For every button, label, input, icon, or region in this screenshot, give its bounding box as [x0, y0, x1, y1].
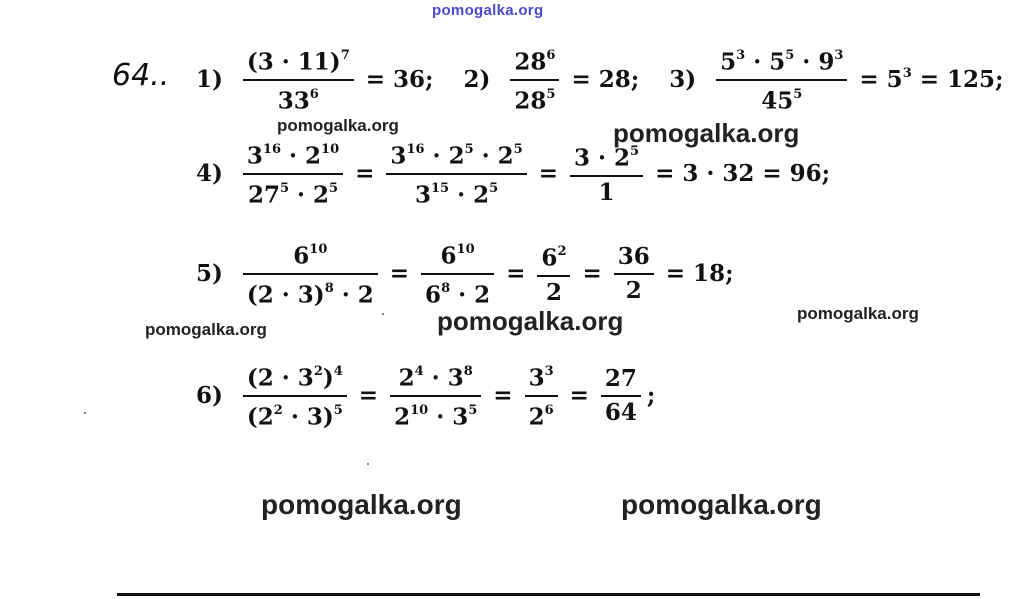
- watermark: pomogalka.org: [277, 116, 399, 135]
- item-2-fraction: $\frac{28^6}{28^5}$: [510, 44, 559, 115]
- item-2-result: = 28;: [571, 66, 640, 94]
- watermark: pomogalka.org: [437, 306, 624, 336]
- item-3-fraction: $\frac{5^3 \cdot 5^5 \cdot 9^3}{45^5}$: [716, 44, 847, 115]
- expression-row-4: 4) $\frac{3^{16} \cdot 2^{10}}{27^5 \cdot 2^5}$ = $\frac{3^{16} \cdot 2^5 \cdot 2^5}{3^{15} \cdot 2^5}$ = $\frac{3 \cdot 2^5}{1}$ = 3 · 32 = 96;: [196, 138, 836, 209]
- item-6-result: ;: [646, 382, 656, 410]
- item-6-fraction-1: $\frac{(2 \cdot 3^2)^4}{(2^2 \cdot 3)^5}$: [243, 360, 347, 431]
- item-5-fraction-2: $\frac{6^{10}}{6^8 \cdot 2}$: [421, 238, 494, 309]
- item-5-fraction-3: $\frac{6^2}{2}$: [537, 240, 570, 307]
- scan-speck: [367, 463, 369, 465]
- item-6-fraction-4: $\frac{27}{64}$: [601, 365, 641, 427]
- item-3-label: 3): [669, 66, 697, 94]
- scan-speck: [382, 313, 384, 315]
- item-4-fraction-1: $\frac{3^{16} \cdot 2^{10}}{27^5 \cdot 2^5}$: [243, 138, 343, 209]
- expression-row-6: 6) $\frac{(2 \cdot 3^2)^4}{(2^2 \cdot 3)^5}$ = $\frac{2^4 \cdot 3^8}{2^{10} \cdot 3^5}$ = $\frac{3^3}{2^6}$ = $\frac{27}{64}$ ;: [196, 360, 655, 431]
- item-4-fraction-3: $\frac{3 \cdot 2^5}{1}$: [570, 140, 643, 207]
- item-2-label: 2): [463, 66, 491, 94]
- watermark: pomogalka.org: [145, 320, 267, 339]
- watermark: pomogalka.org: [621, 489, 822, 520]
- item-4-fraction-2: $\frac{3^{16} \cdot 2^5 \cdot 2^5}{3^{15} \cdot 2^5}$: [386, 138, 526, 209]
- item-6-fraction-2: $\frac{2^4 \cdot 3^8}{2^{10} \cdot 3^5}$: [390, 360, 481, 431]
- watermark: pomogalka.org: [261, 489, 462, 520]
- item-5-label: 5): [196, 260, 223, 288]
- watermark: pomogalka.org: [613, 118, 800, 148]
- item-5-fraction-1: $\frac{6^{10}}{(2 \cdot 3)^8 \cdot 2}$: [243, 238, 378, 309]
- item-5-result: = 18;: [665, 260, 734, 288]
- expression-row-1: [196, 44, 1010, 115]
- expression-row-5: 5) $\frac{6^{10}}{(2 \cdot 3)^8 \cdot 2}$ = $\frac{6^{10}}{6^8 \cdot 2}$ = $\frac{6^2}{2}$ = $\frac{36}{2}$ = 18;: [196, 238, 740, 309]
- item-3-result: = $5^3 = 125$;: [859, 65, 1004, 94]
- item-4-label: 4): [196, 160, 223, 188]
- scan-speck: [84, 412, 86, 414]
- watermark: pomogalka.org: [797, 304, 919, 323]
- item-1-result: = 36;: [365, 66, 434, 94]
- item-6-label: 6): [196, 382, 223, 410]
- page-bottom-rule: [117, 593, 980, 596]
- item-6-fraction-3: $\frac{3^3}{2^6}$: [525, 360, 558, 431]
- item-5-fraction-4: $\frac{36}{2}$: [614, 243, 654, 305]
- item-4-result: = 3 · 32 = 96;: [655, 160, 831, 188]
- watermark-top[interactable]: pomogalka.org: [432, 2, 544, 19]
- item-1-fraction: $\frac{(3 \cdot 11)^7}{33^6}$: [243, 44, 354, 115]
- item-1-label: 1): [196, 66, 223, 94]
- problem-number: 64..: [112, 58, 170, 93]
